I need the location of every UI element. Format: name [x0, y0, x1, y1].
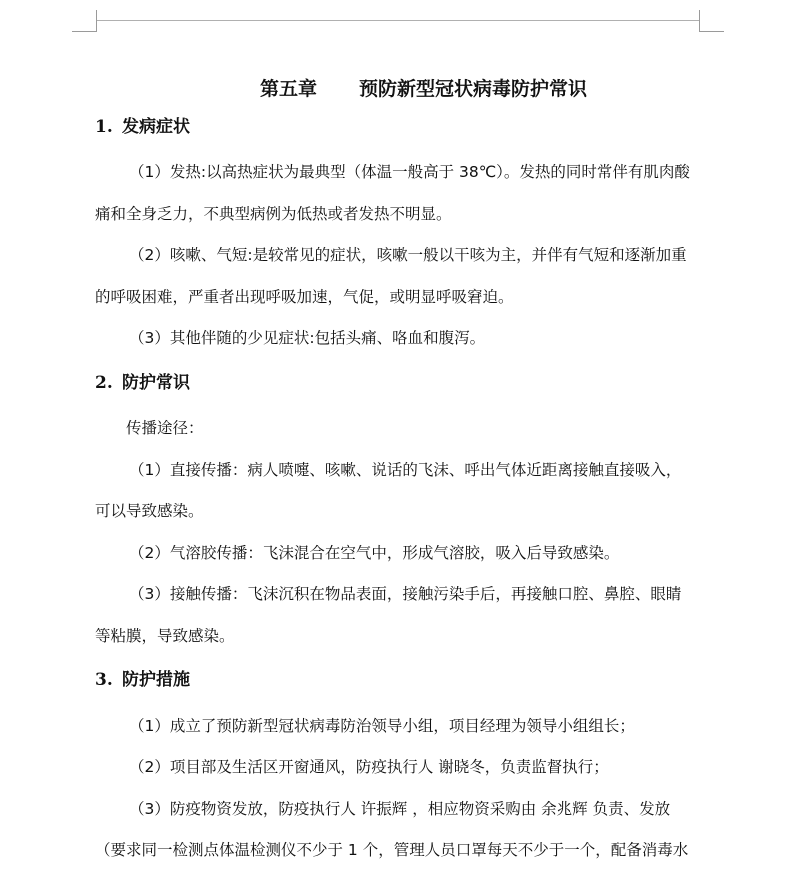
paragraph-line: （1）发热:以高热症状为最典型（体温一般高于 38℃）。发热的同时常伴有肌肉酸 [129, 163, 690, 181]
paragraph-line: （1）成立了预防新型冠状病毒防治领导小组，项目经理为领导小组组长； [129, 717, 635, 735]
paragraph-line: （2）气溶胶传播：飞沫混合在空气中，形成气溶胶，吸入后导致感染。 [129, 544, 620, 562]
header-rule [97, 20, 699, 21]
paragraph-line: 痛和全身乏力，不典型病例为低热或者发热不明显。 [95, 205, 452, 223]
paragraph-line: （3）接触传播：飞沫沉积在物品表面，接触污染手后，再接触口腔、鼻腔、眼睛 [129, 585, 682, 603]
chapter-title-text: 预防新型冠状病毒防护常识 [359, 78, 588, 100]
section-title: 防护措施 [122, 670, 190, 690]
section-number: 1. [95, 117, 113, 137]
paragraph-line: （3）其他伴随的少见症状:包括头痛、咯血和腹泻。 [129, 329, 486, 347]
paragraph-line: （要求同一检测点体温检测仪不少于 1 个，管理人员口罩每天不少于一个，配备消毒水 [95, 841, 689, 859]
paragraph-line: （2）咳嗽、气短:是较常见的症状，咳嗽一般以干咳为主，并伴有气短和逐渐加重 [129, 246, 687, 264]
paragraph-line: 的呼吸困难，严重者出现呼吸加速，气促，或明显呼吸窘迫。 [95, 288, 514, 306]
crop-mark-top-right-vertical [699, 10, 700, 32]
section-number: 3. [95, 670, 113, 690]
chapter-title [260, 77, 587, 101]
crop-mark-top-left-horizontal [72, 31, 97, 32]
paragraph-line: 等粘膜，导致感染。 [95, 627, 235, 645]
section-heading-3 [95, 669, 190, 691]
section-title: 防护常识 [122, 373, 190, 393]
paragraph-line: （3）防疫物资发放，防疫执行人 许振辉 ，相应物资采购由 余兆辉 负责、发放 [129, 800, 671, 818]
chapter-number: 第五章 [260, 78, 318, 100]
section-title: 发病症状 [122, 117, 190, 137]
paragraph-line: （2）项目部及生活区开窗通风，防疫执行人 谢晓冬，负责监督执行； [129, 758, 609, 776]
paragraph-line: （1）直接传播：病人喷嚏、咳嗽、说话的飞沫、呼出气体近距离接触直接吸入， [129, 461, 682, 479]
paragraph-line: 可以导致感染。 [95, 502, 204, 520]
paragraph-line: 传播途径： [126, 419, 204, 437]
section-heading-1 [95, 116, 190, 138]
crop-mark-top-right-horizontal [699, 31, 724, 32]
section-heading-2 [95, 372, 190, 394]
crop-mark-top-left-vertical [96, 10, 97, 32]
section-number: 2. [95, 373, 113, 393]
